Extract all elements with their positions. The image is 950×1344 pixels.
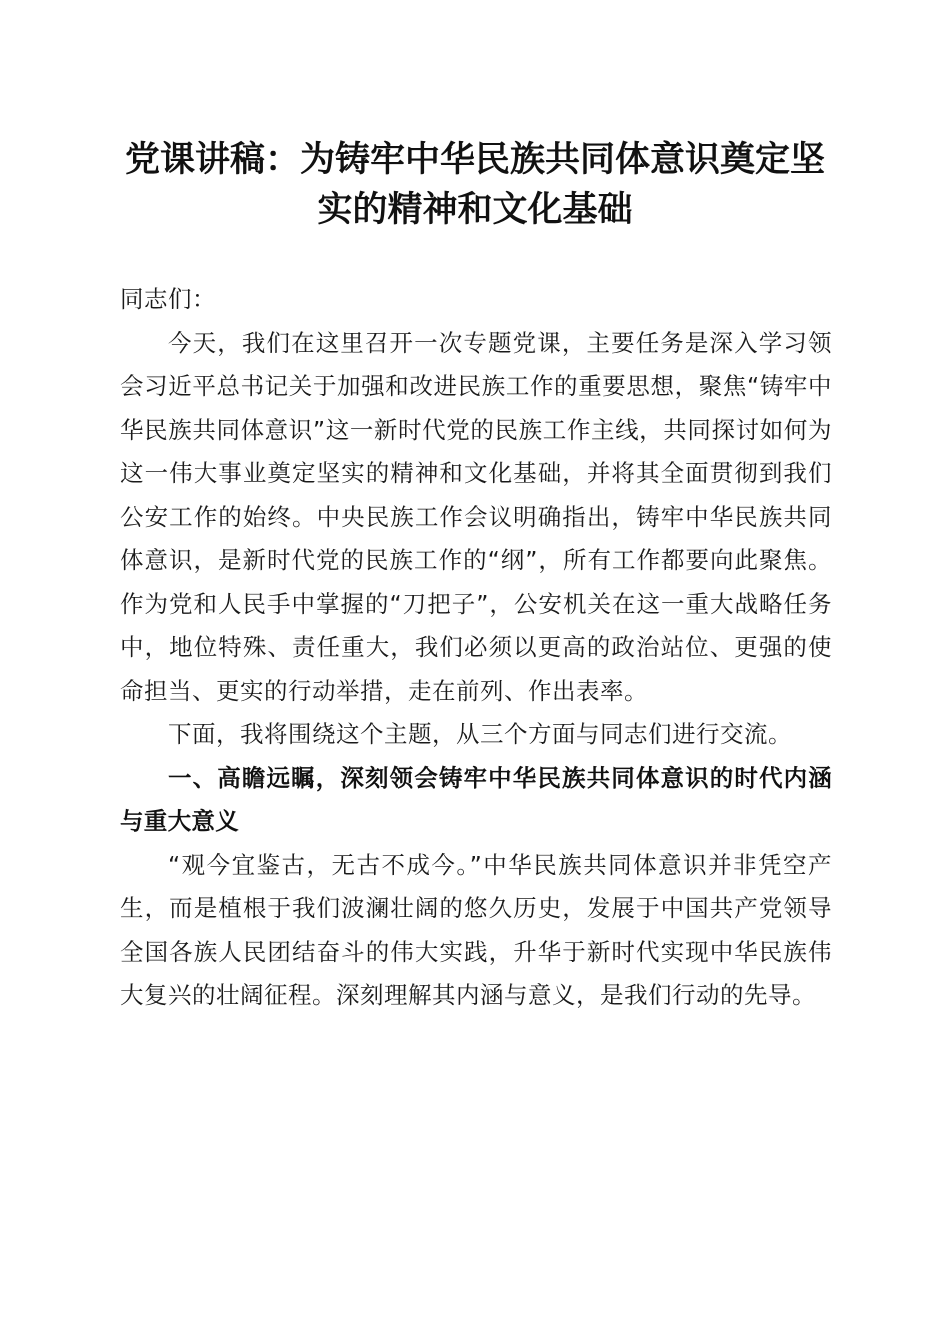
title-line-2: 实的精神和文化基础	[317, 189, 633, 230]
paragraph-intro: 今天，我们在这里召开一次专题党课，主要任务是深入学习领会习近平总书记关于加强和改进民族工作的重要思想，聚焦“铸牢中华民族共同体意识”这一新时代党的民族工作主线，共同探讨如何为这一伟大事业奠定坚实的精神和文化基础，并将其全面贯彻到我们公安工作的始终。中央民族工作会议明确指出，铸牢中华民族共同体意识，是新时代党的民族工作的“纲”，所有工作都要向此聚焦。作为党和人民手中掌握的“刀把子”，公安机关在这一重大战略任务中，地位特殊、责任重大，我们必须以更高的政治站位、更强的使命担当、更实的行动举措，走在前列、作出表率。	[120, 328, 832, 705]
document-body	[120, 278, 832, 1018]
section-heading-1: 一、高瞻远瞩，深刻领会铸牢中华民族共同体意识的时代内涵与重大意义	[120, 763, 832, 835]
paragraph-outline: 下面，我将围绕这个主题，从三个方面与同志们进行交流。	[168, 720, 792, 748]
document-title	[100, 135, 850, 235]
title-line-1: 党课讲稿：为铸牢中华民族共同体意识奠定坚	[124, 139, 825, 180]
salutation: 同志们：	[120, 285, 216, 313]
section-1-paragraph: “观今宜鉴古，无古不成今。”中华民族共同体意识并非凭空产生，而是植根于我们波澜壮阔的悠久历史，发展于中国共产党领导全国各族人民团结奋斗的伟大实践，升华于新时代实现中华民族伟大复兴的壮阔征程。深刻理解其内涵与意义，是我们行动的先导。	[120, 850, 832, 1009]
